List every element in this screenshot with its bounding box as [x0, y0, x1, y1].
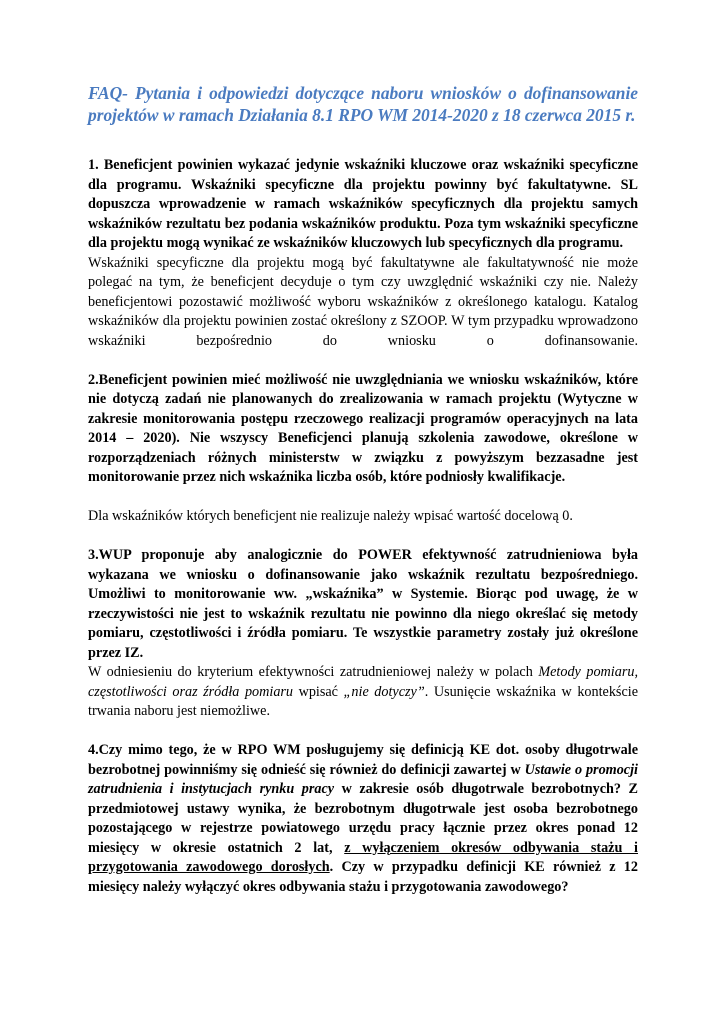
- document-page: [88, 82, 638, 897]
- answer-1: Wskaźniki specyficzne dla projektu mogą być fakultatywne ale fakultatywność nie może polegać na tym, że beneficjent decyduje o tym czy uwzględnić wskaźniki czy nie. Należy beneficjentowi pozostawić możliwość wyboru wskaźników z określonego katalogu. Katalog wskaźników dla projektu powinien zostać określony z SZOOP. W tym przypadku wprowadzono wskaźniki bezpośrednio do wniosku o dofinansowanie.: [88, 254, 638, 349]
- answer-2: Dla wskaźników których beneficjent nie realizuje należy wpisać wartość docelową 0.: [88, 508, 573, 524]
- spacer: [88, 527, 638, 547]
- question-1: 1. Beneficjent powinien wykazać jedynie wskaźniki kluczowe oraz wskaźniki specyficzne dla programu. Wskaźniki specyficzne dla projektu powinny być fakultatywne. SL dopuszcza wprowadzenie w ramach wskaźników specyficznych dla projektu samych wskaźników rezultatu bez podania wskaźników produktu. Poza tym wskaźniki specyficzne dla projektu mogą wynikać ze wskaźników kluczowych lub specyficznych dla programu.: [88, 157, 638, 251]
- question-4-underlined: z wyłączeniem okresów odbywania stażu i przygotowania zawodowego dorosłych: [88, 839, 638, 875]
- spacer: [88, 722, 638, 742]
- question-4-text-3: . Czy w przypadku definicji KE również z 12 miesięcy należy wyłączyć okres odbywania stażu i przygotowania zawodowego?: [88, 859, 638, 895]
- spacer: [88, 351, 638, 371]
- question-4-text-2: w zakresie osób długotrwale bezrobotnych? Z przedmiotowej ustawy wynika, że bezrobotnym długotrwale jest osoba bezrobotnego pozostającego w rejestrze powiatowego urzędu pracy łącznie przez okres ponad 12 miesięcy w okresie ostatnich 2 lat,: [88, 781, 639, 856]
- answer-3-italic-1: Metody pomiaru, częstotliwości oraz źródła pomiaru: [88, 664, 638, 700]
- answer-3-italic-2: „nie dotyczy”: [343, 683, 425, 700]
- spacer: [88, 488, 638, 508]
- answer-3-text-3: . Usunięcie wskaźnika w kontekście trwania naboru jest niemożliwe.: [88, 683, 638, 719]
- document-title: FAQ- Pytania i odpowiedzi dotyczące naboru wniosków o dofinansowanie projektów w ramach Działania 8.1 RPO WM 2014-2020 z 18 czerwca 2015 r.: [88, 83, 638, 125]
- question-2: 2.Beneficjent powinien mieć możliwość nie uwzględniania we wniosku wskaźników, które nie dotyczą zadań nie planowanych do zrealizowania w ramach projektu (Wytyczne w zakresie monitorowania postępu rzeczowego realizacji programów operacyjnych na lata 2014 – 2020). Nie wszyscy Beneficjenci planują szkolenia zawodowe, określone w rozporządzeniach różnych ministerstw w związku z powyższym bezzasadne jest monitorowanie przez nich wskaźnika liczba osób, które podniosły kwalifikacje.: [88, 371, 638, 485]
- question-4-italic-act: Ustawie o promocji zatrudnienia i instytucjach rynku pracy: [88, 761, 638, 797]
- question-4-text-1: 4.Czy mimo tego, że w RPO WM posługujemy się definicją KE dot. osoby długotrwale bezrobotnej powinniśmy się odnieść się również do definicji zawartej w: [88, 742, 638, 778]
- question-3: 3.WUP proponuje aby analogicznie do POWER efektywność zatrudnieniowa była wykazana we wniosku o dofinansowanie jako wskaźnik rezultatu bezpośredniego. Umożliwi to monitorowanie ww. „wskaźnika” w Systemie. Biorąc pod uwagę, że w rzeczywistości nie jest to wskaźnik rezultatu nie powinno dla niego określać się metody pomiaru, częstotliwości i źródła pomiaru. Te wszystkie parametry zostały już określone przez IZ.: [88, 547, 638, 661]
- answer-3-text-2: wpisać: [293, 683, 344, 700]
- answer-3-text-1: W odniesieniu do kryterium efektywności zatrudnieniowej należy w polach: [88, 664, 539, 680]
- answer-3: [88, 663, 638, 722]
- question-4: [88, 741, 638, 897]
